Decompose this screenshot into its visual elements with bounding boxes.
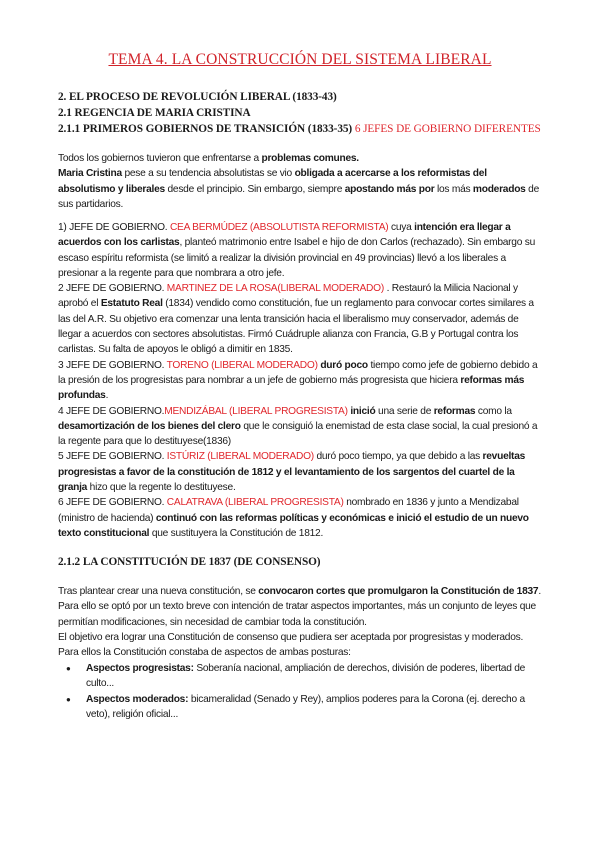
gov-name-5: ISTÚRIZ (LIBERAL MODERADO) (166, 451, 314, 463)
gov-item-3: 3 JEFE DE GOBIERNO. TORENO (LIBERAL MODERADO) duró poco tiempo como jefe de gobierno debido a la presión de los progresistas para nombrar a un jefe de gobierno más progresista que hiciera reformas más profundas. (58, 359, 538, 402)
heading-revolucion-liberal: 2. EL PROCESO DE REVOLUCIÓN LIBERAL (1833-43) (58, 91, 337, 103)
aspects-list (58, 661, 542, 722)
list-item: ● Aspectos progresistas: Soberanía nacional, ampliación de derechos, división de poderes, libertad de culto... (66, 663, 526, 690)
page-title: TEMA 4. LA CONSTRUCCIÓN DEL SISTEMA LIBERAL (108, 51, 492, 68)
heading-primeros-gobiernos: 2.1.1 PRIMEROS GOBIERNOS DE TRANSICIÓN (1833-35) 6 JEFES DE GOBIERNO DIFERENTES (58, 123, 541, 135)
heading-red-note: 6 JEFES DE GOBIERNO DIFERENTES (354, 123, 541, 135)
gov-item-4: 4 JEFE DE GOBIERNO.MENDIZÁBAL (LIBERAL PROGRESISTA) inició una serie de reformas como la desamortización de los bienes del clero que le consiguió la enemistad de esta clase social, la cual presionó a la regente para que lo destituyese(1836) (58, 405, 538, 448)
constitution-paragraph-1: Tras plantear crear una nueva constitución, se convocaron cortes que promulgaron la Constitución de 1837. Para ello se optó por un texto breve con intención de tratar aspectos importantes, más un conjunto de leyes que permitían modificaciones, sin necesidad de cambiar toda la constitución. (58, 586, 541, 628)
government-list (58, 220, 542, 541)
gov-item-2: 2 JEFE DE GOBIERNO. MARTINEZ DE LA ROSA(LIBERAL MODERADO) . Restauró la Milicia Nacional y aprobó el Estatuto Real (1834) vendido como constitución, fue un reglamento para convocar cortes similares a las del A.R. Su objetivo era comenzar una lenta transición hacia el liberalismo muy conservador, además de llegar a acuerdos con sectores absolutistas. Firmó Cuádruple alianza con Francia, G.B y Portugal contra los carlistas. Su falta de apoyos le obligó a dimitir en 1835. (58, 283, 534, 356)
gov-item-1: 1) JEFE DE GOBIERNO. CEA BERMÚDEZ (ABSOLUTISTA REFORMISTA) cuya intención era llegar a acuerdos con los carlistas, planteó matrimonio entre Isabel e hijo de don Carlos (rechazado). Sin embargo su escaso espíritu reformista (se limitó a realizar la división provincial en 49 provincias) llevó a los liberales a presionar a la regente para que nombrara a otro jefe. (58, 222, 535, 279)
list-item: ● Aspectos moderados: bicameralidad (Senado y Rey), amplios poderes para la Corona (ej. derecho a veto), religión oficial... (66, 693, 525, 720)
heading-constitucion-1837: 2.1.2 LA CONSTITUCIÓN DE 1837 (DE CONSENSO) (58, 556, 321, 568)
gov-name-4: MENDIZÁBAL (LIBERAL PROGRESISTA) (164, 405, 348, 417)
gov-item-5: 5 JEFE DE GOBIERNO. ISTÚRIZ (LIBERAL MODERADO) duró poco tiempo, ya que debido a las revueltas progresistas a favor de la constitución de 1812 y el levantamiento de los sargentos del cuartel de la granja hizo que la regente lo destituyese. (58, 451, 526, 494)
gov-item-6: 6 JEFE DE GOBIERNO. CALATRAVA (LIBERAL PROGRESISTA) nombrado en 1836 y junto a Mendizabal (ministro de hacienda) continuó con las reformas políticas y económicas e inició el estudio de un nuevo texto constitucional que sustituyera la Constitución de 1812. (58, 497, 529, 539)
gov-name-3: TORENO (LIBERAL MODERADO) (166, 359, 318, 371)
gov-name-1: CEA BERMÚDEZ (ABSOLUTISTA REFORMISTA) (169, 222, 389, 233)
gov-name-2: MARTINEZ DE LA ROSA(LIBERAL MODERADO) (166, 283, 384, 295)
gov-name-6: CALATRAVA (LIBERAL PROGRESISTA) (166, 497, 344, 509)
bullet-icon: ● (66, 664, 71, 673)
intro-paragraph: Todos los gobiernos tuvieron que enfrentarse a problemas comunes. Maria Cristina pese a su tendencia absolutistas se vio obligada a acercarse a los reformistas del absolutismo y liberales desde el principio. Sin embargo, siempre apostando más por los más moderados de sus partidarios. (58, 153, 540, 210)
heading-regencia: 2.1 REGENCIA DE MARIA CRISTINA (58, 107, 251, 119)
bullet-icon: ● (66, 694, 71, 704)
constitution-paragraph-2: El objetivo era lograr una Constitución de consenso que pudiera ser aceptada por progresistas y moderados. Para ellos la Constitución constaba de aspectos de ambas posturas: (58, 632, 524, 659)
